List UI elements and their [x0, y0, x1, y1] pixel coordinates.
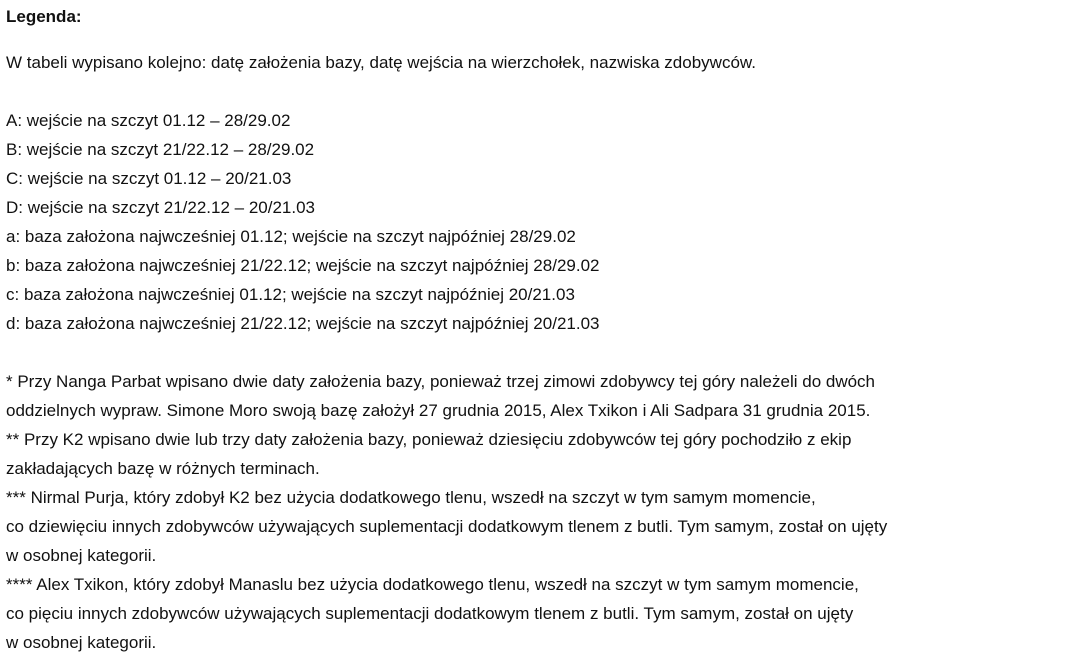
note-line: co pięciu innych zdobywców używających suplementacji dodatkowym tlenem z butli. Tym samym, został on ujęty [6, 604, 854, 623]
legend-item-A: A: wejście na szczyt 01.12 – 28/29.02 [6, 111, 291, 130]
legend-item-a: a: baza założona najwcześniej 01.12; wejście na szczyt najpóźniej 28/29.02 [6, 227, 576, 246]
note-line: w osobnej kategorii. [6, 546, 157, 565]
paragraph-gap [6, 338, 1068, 367]
legend-item-D: D: wejście na szczyt 21/22.12 – 20/21.03 [6, 198, 316, 217]
note-line: co dziewięciu innych zdobywców używających suplementacji dodatkowym tlenem z butli. Tym samym, został on ujęty [6, 517, 888, 536]
note-line: * Przy Nanga Parbat wpisano dwie daty założenia bazy, ponieważ trzej zimowi zdobywcy tej góry należeli do dwóch [6, 372, 876, 391]
legend-item-C: C: wejście na szczyt 01.12 – 20/21.03 [6, 169, 292, 188]
note-line: oddzielnych wypraw. Simone Moro swoją bazę założył 27 grudnia 2015, Alex Txikon i Ali Sadpara 31 grudnia 2015. [6, 401, 871, 420]
legend-notes [6, 367, 1068, 657]
legend-item-b: b: baza założona najwcześniej 21/22.12; wejście na szczyt najpóźniej 28/29.02 [6, 256, 600, 275]
legend-item-B: B: wejście na szczyt 21/22.12 – 28/29.02 [6, 140, 315, 159]
note-line: w osobnej kategorii. [6, 633, 157, 652]
legend-items [6, 106, 1068, 338]
legend-item-d: d: baza założona najwcześniej 21/22.12; wejście na szczyt najpóźniej 20/21.03 [6, 314, 600, 333]
legend-item-c: c: baza założona najwcześniej 01.12; wejście na szczyt najpóźniej 20/21.03 [6, 285, 575, 304]
note-line: *** Nirmal Purja, który zdobył K2 bez użycia dodatkowego tlenu, wszedł na szczyt w tym samym momencie, [6, 488, 816, 507]
note-line: **** Alex Txikon, który zdobył Manaslu bez użycia dodatkowego tlenu, wszedł na szczyt w tym samym momencie, [6, 575, 859, 594]
legend-title: Legenda: [6, 7, 82, 26]
note-line: zakładających bazę w różnych terminach. [6, 459, 320, 478]
legend-intro: W tabeli wypisano kolejno: datę założenia bazy, datę wejścia na wierzchołek, nazwiska zdobywców. [6, 53, 756, 72]
note-line: ** Przy K2 wpisano dwie lub trzy daty założenia bazy, ponieważ dziesięciu zdobywców tej góry pochodziło z ekip [6, 430, 852, 449]
